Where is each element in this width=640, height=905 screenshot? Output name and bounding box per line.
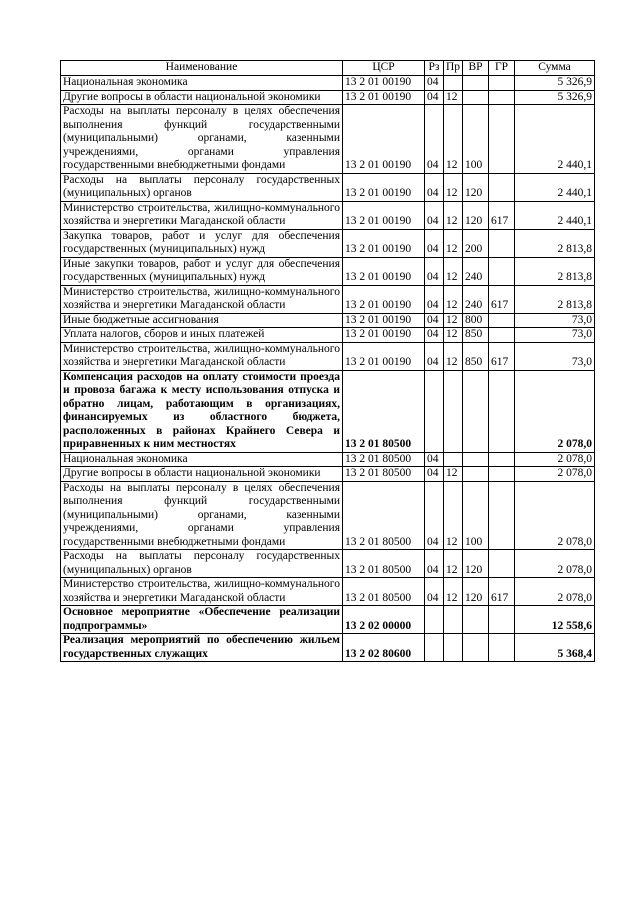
cell-pr: 12	[444, 342, 463, 370]
table-row	[61, 313, 595, 328]
cell-vr	[463, 452, 489, 467]
cell-sum: 2 078,0	[515, 467, 595, 482]
cell-rz: 04	[425, 342, 444, 370]
cell-rz: 04	[425, 328, 444, 343]
cell-csr: 13 2 01 00190	[343, 90, 425, 105]
cell-sum: 2 440,1	[515, 173, 595, 201]
cell-sum: 2 078,0	[515, 550, 595, 578]
cell-vr: 240	[463, 257, 489, 285]
cell-name: Иные бюджетные ассигнования	[61, 313, 343, 328]
cell-name: Министерство строительства, жилищно-коммунального хозяйства и энергетики Магаданской области	[61, 578, 343, 606]
table-row	[61, 578, 595, 606]
cell-pr: 12	[444, 229, 463, 257]
cell-gr	[489, 606, 515, 634]
cell-sum: 5 368,4	[515, 634, 595, 662]
cell-sum: 2 813,8	[515, 285, 595, 313]
cell-gr	[489, 76, 515, 91]
cell-csr: 13 2 01 80500	[343, 578, 425, 606]
table-row	[61, 342, 595, 370]
table-row	[61, 481, 595, 550]
cell-vr: 100	[463, 481, 489, 550]
cell-csr: 13 2 01 00190	[343, 76, 425, 91]
cell-pr	[444, 76, 463, 91]
cell-gr	[489, 328, 515, 343]
cell-sum: 2 813,8	[515, 229, 595, 257]
cell-rz: 04	[425, 550, 444, 578]
cell-vr: 850	[463, 328, 489, 343]
cell-sum: 2 078,0	[515, 481, 595, 550]
cell-csr: 13 2 02 80600	[343, 634, 425, 662]
cell-sum: 73,0	[515, 313, 595, 328]
cell-pr: 12	[444, 481, 463, 550]
budget-table	[60, 60, 595, 662]
cell-rz: 04	[425, 578, 444, 606]
cell-vr	[463, 370, 489, 452]
table-row	[61, 285, 595, 313]
cell-rz: 04	[425, 481, 444, 550]
table-row	[61, 467, 595, 482]
cell-gr	[489, 90, 515, 105]
cell-sum: 5 326,9	[515, 90, 595, 105]
cell-name: Расходы на выплаты персоналу в целях обеспечения выполнения функций государственными (муниципальными) органами, казенными учреждениями, органами управления государственными внебюджетными фондами	[61, 105, 343, 174]
cell-pr	[444, 452, 463, 467]
cell-csr: 13 2 01 80500	[343, 550, 425, 578]
cell-rz: 04	[425, 90, 444, 105]
table-row	[61, 606, 595, 634]
header-csr: ЦСР	[343, 61, 425, 76]
cell-rz	[425, 370, 444, 452]
cell-gr	[489, 370, 515, 452]
cell-rz: 04	[425, 467, 444, 482]
cell-name: Иные закупки товаров, работ и услуг для обеспечения государственных (муниципальных) нужд	[61, 257, 343, 285]
cell-vr: 240	[463, 285, 489, 313]
cell-name: Министерство строительства, жилищно-коммунального хозяйства и энергетики Магаданской области	[61, 285, 343, 313]
cell-csr: 13 2 02 00000	[343, 606, 425, 634]
cell-vr: 800	[463, 313, 489, 328]
cell-name: Расходы на выплаты персоналу государственных (муниципальных) органов	[61, 173, 343, 201]
cell-pr: 12	[444, 313, 463, 328]
cell-sum: 2 078,0	[515, 578, 595, 606]
cell-rz: 04	[425, 452, 444, 467]
cell-rz: 04	[425, 105, 444, 174]
header-gr: ГР	[489, 61, 515, 76]
table-row	[61, 201, 595, 229]
table-row	[61, 105, 595, 174]
cell-csr: 13 2 01 00190	[343, 313, 425, 328]
cell-vr: 100	[463, 105, 489, 174]
cell-csr: 13 2 01 00190	[343, 328, 425, 343]
cell-sum: 2 440,1	[515, 201, 595, 229]
cell-gr	[489, 452, 515, 467]
cell-pr: 12	[444, 285, 463, 313]
table-row	[61, 229, 595, 257]
cell-csr: 13 2 01 00190	[343, 201, 425, 229]
table-row	[61, 90, 595, 105]
cell-gr: 617	[489, 342, 515, 370]
cell-gr	[489, 467, 515, 482]
cell-name: Министерство строительства, жилищно-коммунального хозяйства и энергетики Магаданской области	[61, 201, 343, 229]
cell-sum: 73,0	[515, 328, 595, 343]
cell-gr	[489, 105, 515, 174]
cell-rz	[425, 606, 444, 634]
cell-sum: 5 326,9	[515, 76, 595, 91]
table-row	[61, 452, 595, 467]
table-row	[61, 173, 595, 201]
cell-gr	[489, 173, 515, 201]
cell-name: Основное мероприятие «Обеспечение реализации подпрограммы»	[61, 606, 343, 634]
cell-gr: 617	[489, 201, 515, 229]
cell-csr: 13 2 01 80500	[343, 467, 425, 482]
cell-vr: 120	[463, 550, 489, 578]
cell-vr	[463, 634, 489, 662]
cell-sum: 2 078,0	[515, 452, 595, 467]
cell-vr	[463, 467, 489, 482]
cell-name: Расходы на выплаты персоналу государственных (муниципальных) органов	[61, 550, 343, 578]
cell-pr	[444, 606, 463, 634]
cell-pr	[444, 370, 463, 452]
cell-pr: 12	[444, 201, 463, 229]
cell-rz: 04	[425, 285, 444, 313]
cell-sum: 2 078,0	[515, 370, 595, 452]
cell-csr: 13 2 01 00190	[343, 229, 425, 257]
cell-rz: 04	[425, 76, 444, 91]
cell-csr: 13 2 01 80500	[343, 370, 425, 452]
table-row	[61, 370, 595, 452]
header-pr: Пр	[444, 61, 463, 76]
cell-vr: 120	[463, 173, 489, 201]
cell-pr: 12	[444, 173, 463, 201]
cell-name: Национальная экономика	[61, 76, 343, 91]
cell-csr: 13 2 01 00190	[343, 173, 425, 201]
cell-name: Компенсация расходов на оплату стоимости проезда и провоза багажа к месту использования отпуска и обратно лицам, работающим в организациях, финансируемых из областного бюджета, расположенных в районах Крайнего Севера и приравненных к ним местностях	[61, 370, 343, 452]
cell-pr: 12	[444, 105, 463, 174]
cell-rz: 04	[425, 173, 444, 201]
cell-pr: 12	[444, 257, 463, 285]
cell-name: Закупка товаров, работ и услуг для обеспечения государственных (муниципальных) нужд	[61, 229, 343, 257]
header-sum: Сумма	[515, 61, 595, 76]
cell-pr: 12	[444, 328, 463, 343]
cell-rz: 04	[425, 201, 444, 229]
header-row	[61, 61, 595, 76]
cell-gr: 617	[489, 578, 515, 606]
cell-sum: 73,0	[515, 342, 595, 370]
table-row	[61, 550, 595, 578]
cell-vr: 850	[463, 342, 489, 370]
cell-gr: 617	[489, 285, 515, 313]
table-row	[61, 634, 595, 662]
cell-csr: 13 2 01 00190	[343, 285, 425, 313]
cell-csr: 13 2 01 80500	[343, 452, 425, 467]
cell-name: Министерство строительства, жилищно-коммунального хозяйства и энергетики Магаданской области	[61, 342, 343, 370]
table-row	[61, 328, 595, 343]
cell-pr: 12	[444, 467, 463, 482]
cell-sum: 12 558,6	[515, 606, 595, 634]
header-vr: ВР	[463, 61, 489, 76]
cell-csr: 13 2 01 80500	[343, 481, 425, 550]
cell-vr: 200	[463, 229, 489, 257]
cell-csr: 13 2 01 00190	[343, 342, 425, 370]
cell-name: Другие вопросы в области национальной экономики	[61, 90, 343, 105]
cell-pr	[444, 634, 463, 662]
cell-rz	[425, 634, 444, 662]
cell-rz: 04	[425, 229, 444, 257]
cell-rz: 04	[425, 257, 444, 285]
table-row	[61, 257, 595, 285]
cell-gr	[489, 481, 515, 550]
header-rz: Рз	[425, 61, 444, 76]
cell-gr	[489, 550, 515, 578]
cell-csr: 13 2 01 00190	[343, 257, 425, 285]
cell-name: Национальная экономика	[61, 452, 343, 467]
cell-vr: 120	[463, 201, 489, 229]
cell-gr	[489, 229, 515, 257]
cell-pr: 12	[444, 90, 463, 105]
cell-pr: 12	[444, 578, 463, 606]
cell-pr: 12	[444, 550, 463, 578]
cell-vr	[463, 90, 489, 105]
cell-vr	[463, 606, 489, 634]
cell-name: Реализация мероприятий по обеспечению жильем государственных служащих	[61, 634, 343, 662]
cell-gr	[489, 313, 515, 328]
table-row	[61, 76, 595, 91]
cell-sum: 2 440,1	[515, 105, 595, 174]
header-name: Наименование	[61, 61, 343, 76]
cell-name: Другие вопросы в области национальной экономики	[61, 467, 343, 482]
cell-vr: 120	[463, 578, 489, 606]
cell-csr: 13 2 01 00190	[343, 105, 425, 174]
cell-sum: 2 813,8	[515, 257, 595, 285]
cell-rz: 04	[425, 313, 444, 328]
cell-name: Уплата налогов, сборов и иных платежей	[61, 328, 343, 343]
cell-gr	[489, 634, 515, 662]
cell-gr	[489, 257, 515, 285]
cell-name: Расходы на выплаты персоналу в целях обеспечения выполнения функций государственными (муниципальными) органами, казенными учреждениями, органами управления государственными внебюджетными фондами	[61, 481, 343, 550]
cell-vr	[463, 76, 489, 91]
